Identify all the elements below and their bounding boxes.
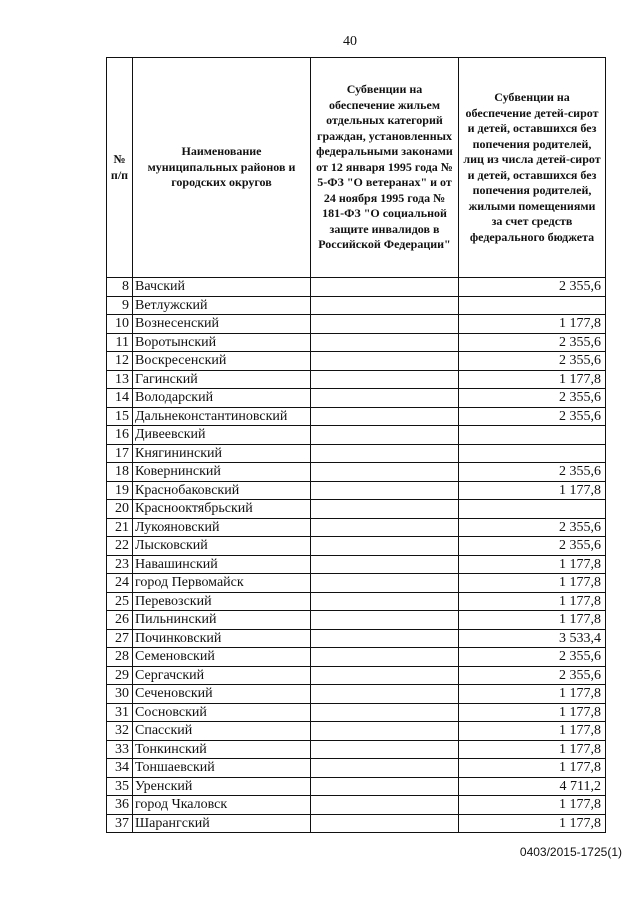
subsidy-housing-cell bbox=[311, 685, 459, 704]
subsidy-housing-cell bbox=[311, 629, 459, 648]
table-header-row bbox=[107, 58, 606, 278]
row-number-cell: 16 bbox=[107, 426, 133, 445]
municipality-name-cell: Сеченовский bbox=[133, 685, 311, 704]
municipality-name-cell: Краснооктябрьский bbox=[133, 500, 311, 519]
subsidy-orphans-cell: 1 177,8 bbox=[459, 796, 606, 815]
subsidy-orphans-cell bbox=[459, 500, 606, 519]
municipality-name-cell: Шарангский bbox=[133, 814, 311, 833]
subsidy-housing-cell bbox=[311, 426, 459, 445]
row-number-cell: 18 bbox=[107, 463, 133, 482]
row-number-cell: 20 bbox=[107, 500, 133, 519]
subsidy-orphans-cell bbox=[459, 426, 606, 445]
subsidy-orphans-cell: 1 177,8 bbox=[459, 370, 606, 389]
table-row bbox=[107, 555, 606, 574]
municipality-name-cell: Гагинский bbox=[133, 370, 311, 389]
municipality-name-cell: Спасский bbox=[133, 722, 311, 741]
row-number-cell: 34 bbox=[107, 759, 133, 778]
municipality-name-cell: Володарский bbox=[133, 389, 311, 408]
subsidy-orphans-cell bbox=[459, 444, 606, 463]
subsidy-orphans-cell: 1 177,8 bbox=[459, 555, 606, 574]
municipality-name-cell: Ковернинский bbox=[133, 463, 311, 482]
table-row bbox=[107, 537, 606, 556]
row-number-cell: 24 bbox=[107, 574, 133, 593]
subsidy-orphans-cell: 1 177,8 bbox=[459, 574, 606, 593]
table-row bbox=[107, 722, 606, 741]
subsidy-orphans-cell: 1 177,8 bbox=[459, 685, 606, 704]
municipality-name-cell: Лысковский bbox=[133, 537, 311, 556]
municipality-name-cell: Навашинский bbox=[133, 555, 311, 574]
subsidy-housing-cell bbox=[311, 333, 459, 352]
subsidy-housing-cell bbox=[311, 796, 459, 815]
subsidy-orphans-cell: 2 355,6 bbox=[459, 333, 606, 352]
row-number-cell: 19 bbox=[107, 481, 133, 500]
subsidy-housing-cell bbox=[311, 352, 459, 371]
row-number-cell: 28 bbox=[107, 648, 133, 667]
row-number-cell: 10 bbox=[107, 315, 133, 334]
subsidy-orphans-cell: 3 533,4 bbox=[459, 629, 606, 648]
subsidy-housing-cell bbox=[311, 666, 459, 685]
municipality-name-cell: Уренский bbox=[133, 777, 311, 796]
header-municipality-name: Наименование муниципальных районов и городских округов bbox=[133, 58, 311, 278]
row-number-cell: 31 bbox=[107, 703, 133, 722]
row-number-cell: 32 bbox=[107, 722, 133, 741]
table-row bbox=[107, 333, 606, 352]
subsidy-orphans-cell: 2 355,6 bbox=[459, 407, 606, 426]
table-row bbox=[107, 518, 606, 537]
subsidy-orphans-cell: 2 355,6 bbox=[459, 278, 606, 297]
municipality-name-cell: город Чкаловск bbox=[133, 796, 311, 815]
row-number-cell: 9 bbox=[107, 296, 133, 315]
table-row bbox=[107, 592, 606, 611]
municipality-name-cell: Вознесенский bbox=[133, 315, 311, 334]
table-row bbox=[107, 703, 606, 722]
subsidy-orphans-cell: 1 177,8 bbox=[459, 740, 606, 759]
subsidy-housing-cell bbox=[311, 555, 459, 574]
table-row bbox=[107, 796, 606, 815]
table-row bbox=[107, 814, 606, 833]
subsidy-orphans-cell: 1 177,8 bbox=[459, 703, 606, 722]
subsidy-table bbox=[106, 57, 606, 833]
table-row bbox=[107, 611, 606, 630]
row-number-cell: 12 bbox=[107, 352, 133, 371]
subsidy-housing-cell bbox=[311, 518, 459, 537]
subsidy-orphans-cell: 1 177,8 bbox=[459, 481, 606, 500]
subsidy-housing-cell bbox=[311, 389, 459, 408]
table-row bbox=[107, 648, 606, 667]
subsidy-orphans-cell: 1 177,8 bbox=[459, 722, 606, 741]
table-row bbox=[107, 278, 606, 297]
table-row bbox=[107, 315, 606, 334]
municipality-name-cell: Тоншаевский bbox=[133, 759, 311, 778]
municipality-name-cell: Вачский bbox=[133, 278, 311, 297]
subsidy-housing-cell bbox=[311, 370, 459, 389]
subsidy-housing-cell bbox=[311, 296, 459, 315]
table-row bbox=[107, 370, 606, 389]
subsidy-orphans-cell: 1 177,8 bbox=[459, 315, 606, 334]
row-number-cell: 23 bbox=[107, 555, 133, 574]
municipality-name-cell: Ветлужский bbox=[133, 296, 311, 315]
table-row bbox=[107, 463, 606, 482]
subsidy-housing-cell bbox=[311, 444, 459, 463]
subsidy-orphans-cell: 2 355,6 bbox=[459, 648, 606, 667]
subsidy-housing-cell bbox=[311, 722, 459, 741]
table-row bbox=[107, 740, 606, 759]
subsidy-housing-cell bbox=[311, 537, 459, 556]
page-number: 40 bbox=[343, 34, 357, 49]
subsidy-housing-cell bbox=[311, 407, 459, 426]
municipality-name-cell: Воскресенский bbox=[133, 352, 311, 371]
row-number-cell: 22 bbox=[107, 537, 133, 556]
subsidy-orphans-cell bbox=[459, 296, 606, 315]
row-number-cell: 35 bbox=[107, 777, 133, 796]
subsidy-housing-cell bbox=[311, 814, 459, 833]
municipality-name-cell: Перевозский bbox=[133, 592, 311, 611]
municipality-name-cell: Лукояновский bbox=[133, 518, 311, 537]
subsidy-housing-cell bbox=[311, 278, 459, 297]
subsidy-housing-cell bbox=[311, 611, 459, 630]
municipality-name-cell: Княгининский bbox=[133, 444, 311, 463]
header-subsidy-housing: Субвенции на обеспечение жильем отдельных категорий граждан, установленных федеральными законами от 12 января 1995 года № 5-ФЗ "О ветеранах" и от 24 ноября 1995 года № 181-ФЗ "О социальной защите инвалидов в Российской Федерации" bbox=[311, 58, 459, 278]
row-number-cell: 14 bbox=[107, 389, 133, 408]
table-row bbox=[107, 444, 606, 463]
row-number-cell: 26 bbox=[107, 611, 133, 630]
municipality-name-cell: Тонкинский bbox=[133, 740, 311, 759]
table-body bbox=[107, 278, 606, 833]
row-number-cell: 15 bbox=[107, 407, 133, 426]
row-number-cell: 37 bbox=[107, 814, 133, 833]
table-row bbox=[107, 500, 606, 519]
row-number-cell: 25 bbox=[107, 592, 133, 611]
municipality-name-cell: Воротынский bbox=[133, 333, 311, 352]
row-number-cell: 21 bbox=[107, 518, 133, 537]
row-number-cell: 30 bbox=[107, 685, 133, 704]
document-code: 0403/2015-1725(1) bbox=[519, 845, 622, 859]
row-number-cell: 11 bbox=[107, 333, 133, 352]
subsidy-housing-cell bbox=[311, 500, 459, 519]
municipality-name-cell: Семеновский bbox=[133, 648, 311, 667]
municipality-name-cell: Краснобаковский bbox=[133, 481, 311, 500]
municipality-name-cell: Дальнеконстантиновский bbox=[133, 407, 311, 426]
municipality-name-cell: Сергачский bbox=[133, 666, 311, 685]
table-row bbox=[107, 296, 606, 315]
subsidy-housing-cell bbox=[311, 463, 459, 482]
subsidy-housing-cell bbox=[311, 315, 459, 334]
subsidy-housing-cell bbox=[311, 648, 459, 667]
subsidy-housing-cell bbox=[311, 703, 459, 722]
row-number-cell: 8 bbox=[107, 278, 133, 297]
subsidy-orphans-cell: 4 711,2 bbox=[459, 777, 606, 796]
municipality-name-cell: Сосновский bbox=[133, 703, 311, 722]
subsidy-housing-cell bbox=[311, 759, 459, 778]
subsidy-orphans-cell: 2 355,6 bbox=[459, 666, 606, 685]
subsidy-housing-cell bbox=[311, 592, 459, 611]
table-row bbox=[107, 685, 606, 704]
table-row bbox=[107, 759, 606, 778]
row-number-cell: 29 bbox=[107, 666, 133, 685]
subsidy-orphans-cell: 1 177,8 bbox=[459, 814, 606, 833]
municipality-name-cell: Починковский bbox=[133, 629, 311, 648]
municipality-name-cell: Дивеевский bbox=[133, 426, 311, 445]
row-number-cell: 36 bbox=[107, 796, 133, 815]
header-number: № п/п bbox=[107, 58, 133, 278]
municipality-name-cell: город Первомайск bbox=[133, 574, 311, 593]
subsidy-orphans-cell: 1 177,8 bbox=[459, 611, 606, 630]
row-number-cell: 27 bbox=[107, 629, 133, 648]
row-number-cell: 33 bbox=[107, 740, 133, 759]
header-subsidy-orphans: Субвенции на обеспечение детей-сирот и детей, оставшихся без попечения родителей, лиц из числа детей-сирот и детей, оставшихся без попечения родителей, жилыми помещениями за счет средств федерального бюджета bbox=[459, 58, 606, 278]
table-row bbox=[107, 426, 606, 445]
table-row bbox=[107, 389, 606, 408]
table-row bbox=[107, 666, 606, 685]
subsidy-housing-cell bbox=[311, 481, 459, 500]
table-row bbox=[107, 352, 606, 371]
municipality-name-cell: Пильнинский bbox=[133, 611, 311, 630]
subsidy-orphans-cell: 2 355,6 bbox=[459, 537, 606, 556]
table-row bbox=[107, 481, 606, 500]
row-number-cell: 17 bbox=[107, 444, 133, 463]
subsidy-housing-cell bbox=[311, 740, 459, 759]
row-number-cell: 13 bbox=[107, 370, 133, 389]
table-row bbox=[107, 629, 606, 648]
subsidy-orphans-cell: 1 177,8 bbox=[459, 592, 606, 611]
table-row bbox=[107, 574, 606, 593]
table-row bbox=[107, 777, 606, 796]
table-row bbox=[107, 407, 606, 426]
subsidy-housing-cell bbox=[311, 574, 459, 593]
subsidy-orphans-cell: 2 355,6 bbox=[459, 352, 606, 371]
subsidy-housing-cell bbox=[311, 777, 459, 796]
subsidy-orphans-cell: 2 355,6 bbox=[459, 518, 606, 537]
subsidy-orphans-cell: 2 355,6 bbox=[459, 463, 606, 482]
subsidy-orphans-cell: 1 177,8 bbox=[459, 759, 606, 778]
subsidy-orphans-cell: 2 355,6 bbox=[459, 389, 606, 408]
